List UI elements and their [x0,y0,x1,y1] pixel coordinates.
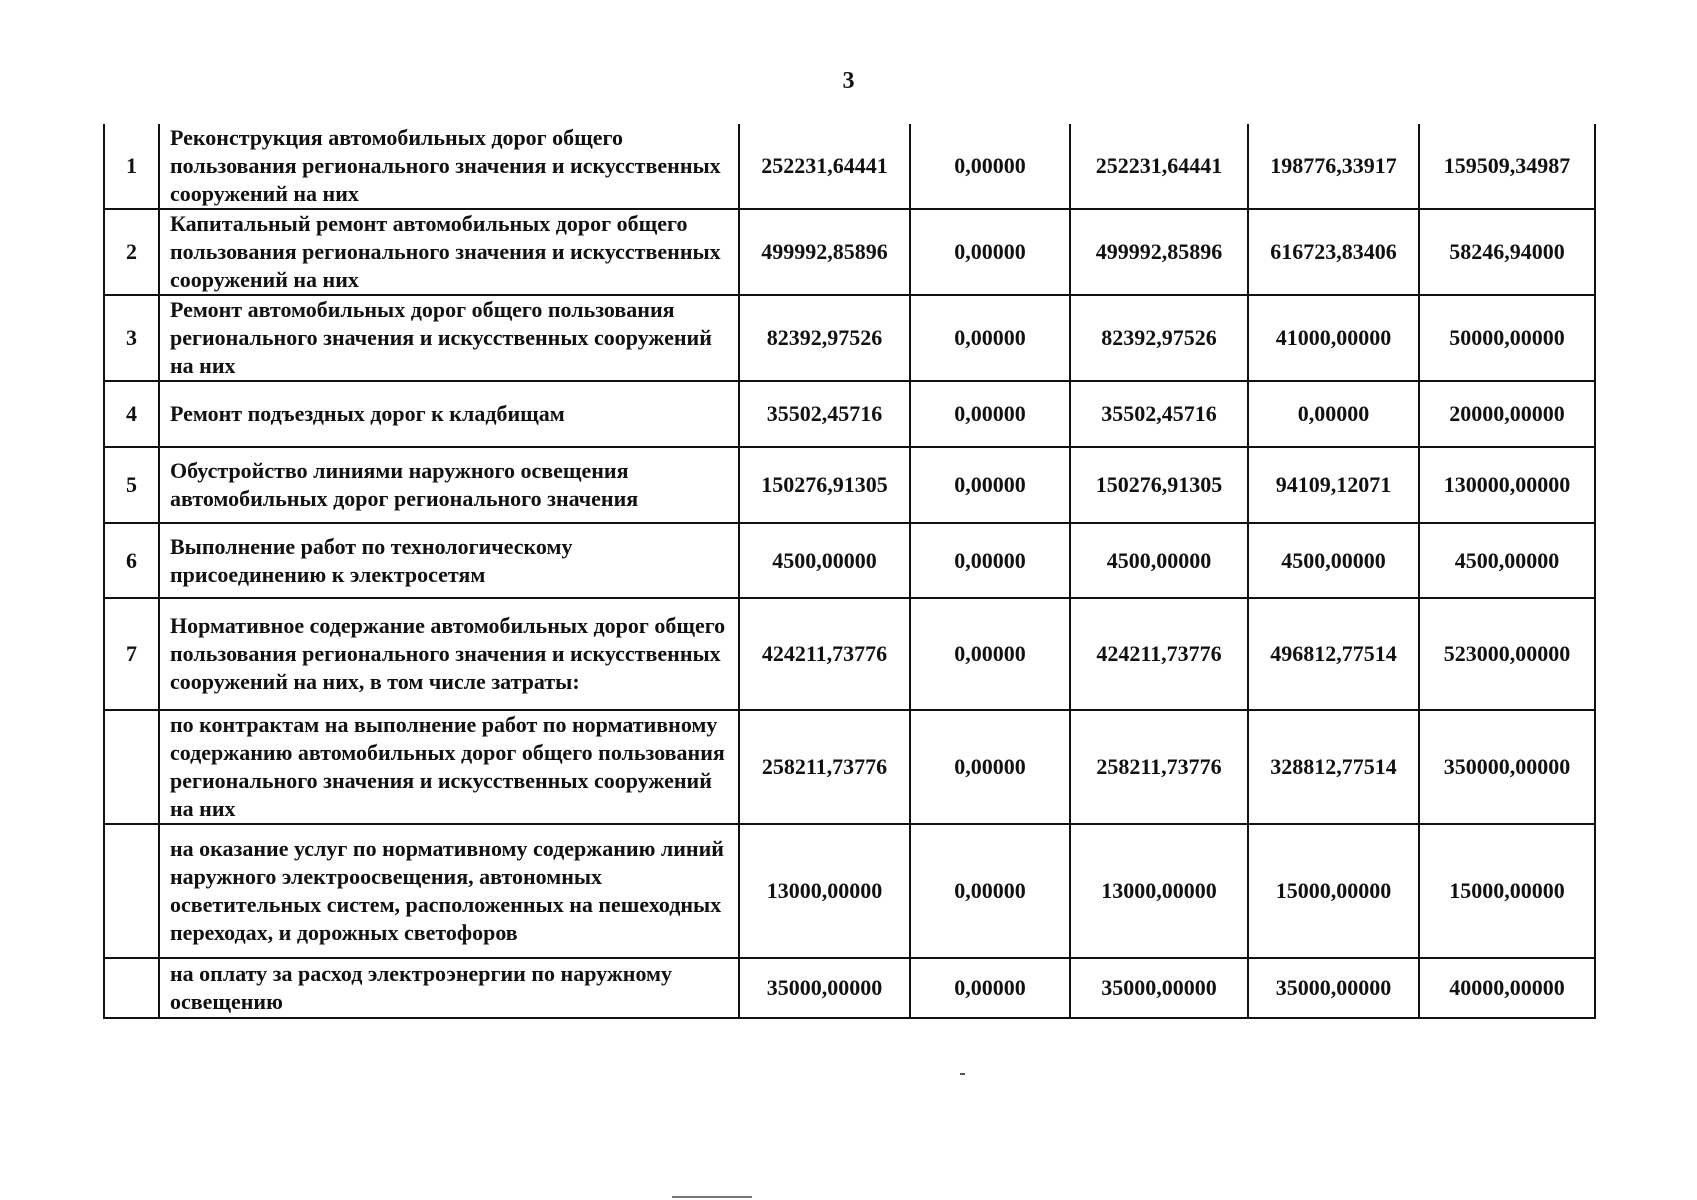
value-cell: 523000,00000 [1419,598,1595,710]
value-cell: 0,00000 [910,295,1070,381]
value-cell: 258211,73776 [1070,710,1248,824]
value-cell: 35000,00000 [1248,958,1419,1018]
item-name: Обустройство линиями наружного освещения автомобильных дорог регионального значения [159,447,739,523]
value-cell: 15000,00000 [1248,824,1419,958]
table-row [104,958,1595,1018]
value-cell: 13000,00000 [739,824,910,958]
value-cell: 0,00000 [910,447,1070,523]
value-cell: 0,00000 [910,824,1070,958]
value-cell: 0,00000 [910,710,1070,824]
table-row [104,824,1595,958]
value-cell: 0,00000 [910,598,1070,710]
value-cell: 0,00000 [910,381,1070,447]
value-cell: 0,00000 [910,523,1070,598]
value-cell: 35502,45716 [1070,381,1248,447]
value-cell: 0,00000 [910,958,1070,1018]
row-number [104,958,159,1018]
value-cell: 94109,12071 [1248,447,1419,523]
item-name: Выполнение работ по технологическому присоединению к электросетям [159,523,739,598]
value-cell: 82392,97526 [739,295,910,381]
item-name: Реконструкция автомобильных дорог общего пользования регионального значения и искусственных сооружений на них [159,124,739,209]
value-cell: 424211,73776 [739,598,910,710]
item-name: Капитальный ремонт автомобильных дорог общего пользования регионального значения и искусственных сооружений на них [159,209,739,295]
value-cell: 252231,64441 [1070,124,1248,209]
row-number: 4 [104,381,159,447]
value-cell: 4500,00000 [739,523,910,598]
table-row [104,124,1595,209]
value-cell: 198776,33917 [1248,124,1419,209]
row-number: 5 [104,447,159,523]
item-name: Ремонт автомобильных дорог общего пользования регионального значения и искусственных сооружений на них [159,295,739,381]
value-cell: 328812,77514 [1248,710,1419,824]
value-cell: 58246,94000 [1419,209,1595,295]
value-cell: 424211,73776 [1070,598,1248,710]
value-cell: 35000,00000 [739,958,910,1018]
value-cell: 130000,00000 [1419,447,1595,523]
value-cell: 258211,73776 [739,710,910,824]
item-name: на оплату за расход электроэнергии по наружному освещению [159,958,739,1018]
value-cell: 350000,00000 [1419,710,1595,824]
value-cell: 499992,85896 [739,209,910,295]
value-cell: 0,00000 [910,124,1070,209]
value-cell: 82392,97526 [1070,295,1248,381]
table-row [104,295,1595,381]
value-cell: 15000,00000 [1419,824,1595,958]
scan-line-mark [672,1196,752,1198]
value-cell: 150276,91305 [739,447,910,523]
item-name: Нормативное содержание автомобильных дорог общего пользования регионального значения и искусственных сооружений на них, в том числе затраты: [159,598,739,710]
budget-table [103,124,1596,1019]
table-row [104,381,1595,447]
row-number: 3 [104,295,159,381]
value-cell: 50000,00000 [1419,295,1595,381]
page-number: 3 [842,68,855,94]
table-row [104,447,1595,523]
value-cell: 0,00000 [910,209,1070,295]
value-cell: 616723,83406 [1248,209,1419,295]
item-name: Ремонт подъездных дорог к кладбищам [159,381,739,447]
table-row [104,523,1595,598]
table-row [104,209,1595,295]
value-cell: 4500,00000 [1248,523,1419,598]
value-cell: 159509,34987 [1419,124,1595,209]
table-row [104,598,1595,710]
value-cell: 252231,64441 [739,124,910,209]
value-cell: 4500,00000 [1070,523,1248,598]
value-cell: 20000,00000 [1419,381,1595,447]
row-number: 1 [104,124,159,209]
value-cell: 499992,85896 [1070,209,1248,295]
table-row [104,710,1595,824]
value-cell: 150276,91305 [1070,447,1248,523]
item-name: на оказание услуг по нормативному содержанию линий наружного электроосвещения, автономных осветительных систем, расположенных на пешеходных переходах, и дорожных светофоров [159,824,739,958]
row-number [104,710,159,824]
value-cell: 496812,77514 [1248,598,1419,710]
value-cell: 40000,00000 [1419,958,1595,1018]
row-number [104,824,159,958]
row-number: 2 [104,209,159,295]
value-cell: 13000,00000 [1070,824,1248,958]
value-cell: 0,00000 [1248,381,1419,447]
scan-speck [960,1073,965,1075]
value-cell: 41000,00000 [1248,295,1419,381]
row-number: 6 [104,523,159,598]
row-number: 7 [104,598,159,710]
value-cell: 35502,45716 [739,381,910,447]
value-cell: 35000,00000 [1070,958,1248,1018]
item-name: по контрактам на выполнение работ по нормативному содержанию автомобильных дорог общего пользования регионального значения и искусственных сооружений на них [159,710,739,824]
value-cell: 4500,00000 [1419,523,1595,598]
